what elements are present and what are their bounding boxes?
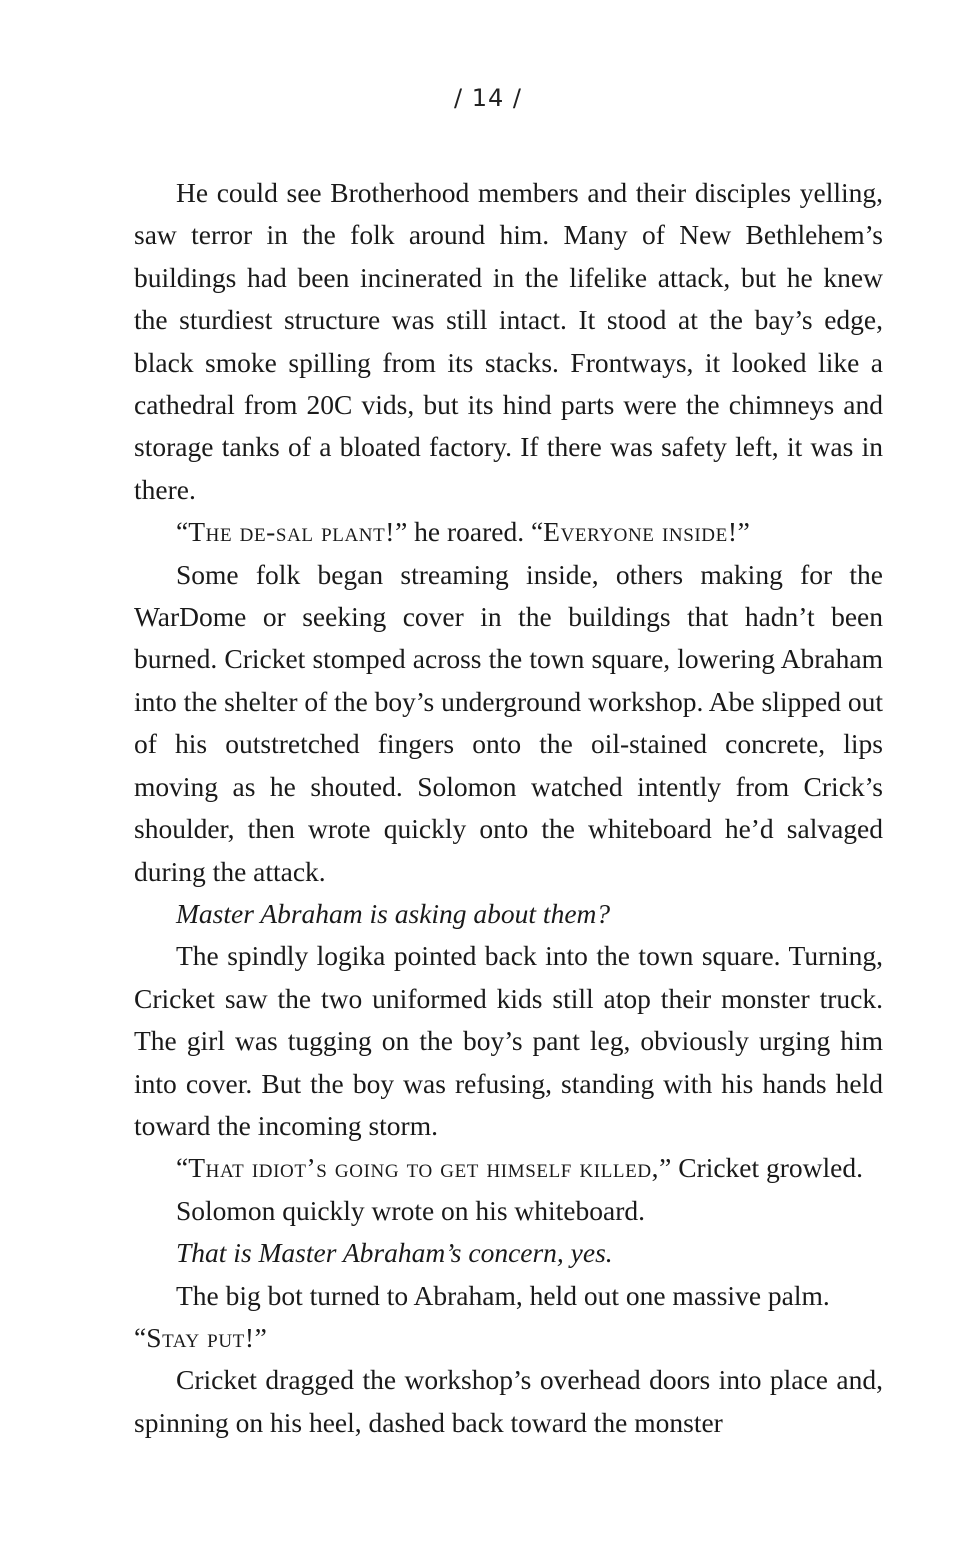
paragraph: Solomon quickly wrote on his whiteboard. (176, 1194, 645, 1226)
paragraph: The big bot turned to Abraham, held out one massive palm. (176, 1279, 830, 1311)
whiteboard-note: That is Master Abraham’s concern, yes. (176, 1237, 613, 1269)
paragraph: Some folk began streaming inside, others making for the WarDome or seeking cover in the buildings that hadn’t been burned. Cricket stomped across the town square, lowering Abraham into the shelter of the boy’s underground workshop. Abe slipped out of his outstretched fingers onto the oil-stained concrete, lips moving as he shouted. Solomon watched intently from Crick’s shoulder, then wrote quickly onto the whiteboard he’d salvaged during the attack. (134, 558, 883, 887)
page-number: / 14 / (454, 84, 522, 112)
dialogue-paragraph: “The de-sal plant!” he roared. “Everyone inside!” (176, 516, 750, 548)
dialogue-paragraph: “That idiot’s going to get himself killed,” Cricket growled. (176, 1152, 864, 1184)
paragraph: He could see Brotherhood members and their disciples yelling, saw terror in the folk around him. Many of New Bethlehem’s buildings had been incinerated in the lifelike attack, but he knew the sturdiest structure was still intact. It stood at the bay’s edge, black smoke spilling from its stacks. Frontways, it looked like a cathedral from 20C vids, but its hind parts were the chimneys and storage tanks of a bloated factory. If there was safety left, it was in there. (134, 177, 883, 505)
dialogue-paragraph: “Stay put!” (134, 1321, 267, 1353)
whiteboard-note: Master Abraham is asking about them? (176, 897, 611, 929)
body-text (134, 172, 883, 1444)
paragraph: Cricket dragged the workshop’s overhead doors into place and, spinning on his heel, dashed back toward the monster (134, 1364, 883, 1438)
paragraph: The spindly logika pointed back into the town square. Turning, Cricket saw the two uniformed kids still atop their monster truck. The girl was tugging on the boy’s pant leg, obviously urging him into cover. But the boy was refusing, standing with his hands held toward the incoming storm. (134, 940, 883, 1141)
